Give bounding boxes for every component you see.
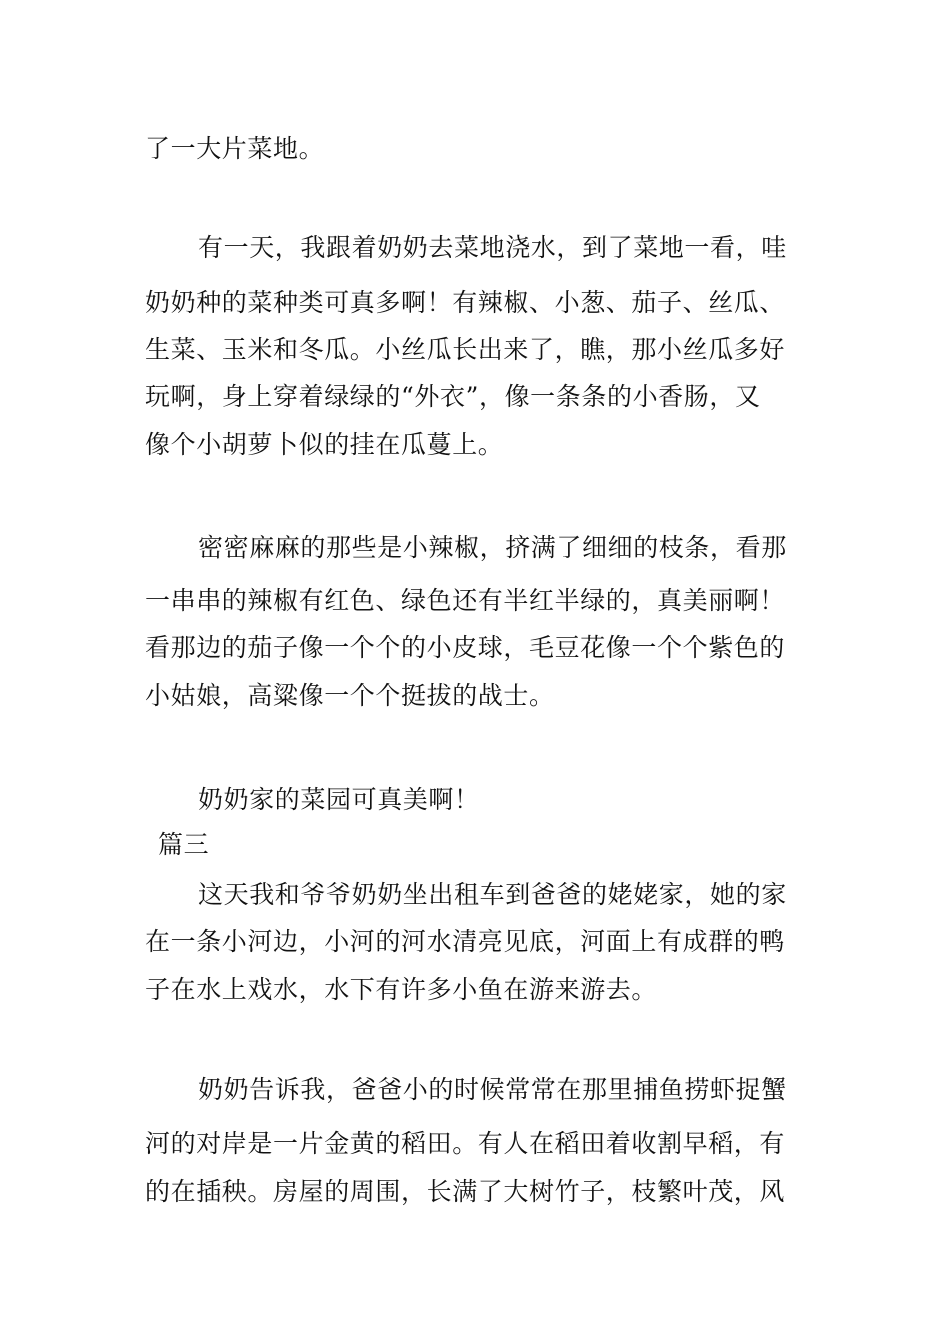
paragraph-first-line: 奶奶告诉我，爸爸小的时候常常在那里捕鱼捞虾捉蟹 (198, 1075, 787, 1104)
text-line: 看那边的茄子像一个个的小皮球，毛豆花像一个个紫色的 (145, 633, 786, 662)
text-line: 的在插秧。房屋的周围，长满了大树竹子，枝繁叶茂，风 (145, 1177, 786, 1206)
text-line: 子在水上戏水，水下有许多小鱼在游来游去。 (145, 975, 658, 1004)
text-line: 小姑娘，高粱像一个个挺拔的战士。 (145, 681, 555, 710)
text-line: 玩啊，身上穿着绿绿的“外衣”，像一条条的小香肠，又 (145, 382, 761, 411)
paragraph-first-line: 密密麻麻的那些是小辣椒，挤满了细细的枝条，看那 (198, 533, 787, 562)
paragraph-first-line: 奶奶家的菜园可真美啊！ (198, 785, 480, 814)
text-line: 奶奶种的菜种类可真多啊！有辣椒、小葱、茄子、丝瓜、 (145, 288, 786, 317)
text-line: 了一大片菜地。 (145, 134, 325, 163)
text-line: 在一条小河边，小河的河水清亮见底，河面上有成群的鸭 (145, 927, 786, 956)
text-line: 像个小胡萝卜似的挂在瓜蔓上。 (145, 430, 504, 459)
paragraph-first-line: 有一天，我跟着奶奶去菜地浇水，到了菜地一看，哇 (198, 233, 787, 262)
text-line: 生菜、玉米和冬瓜。小丝瓜长出来了，瞧，那小丝瓜多好 (145, 335, 786, 364)
text-line: 一串串的辣椒有红色、绿色还有半红半绿的，真美丽啊！ (145, 586, 786, 615)
paragraph-first-line: 这天我和爷爷奶奶坐出租车到爸爸的姥姥家，她的家 (198, 880, 787, 909)
text-line: 河的对岸是一片金黄的稻田。有人在稻田着收割早稻，有 (145, 1129, 786, 1158)
section-heading: 篇三 (158, 830, 210, 859)
